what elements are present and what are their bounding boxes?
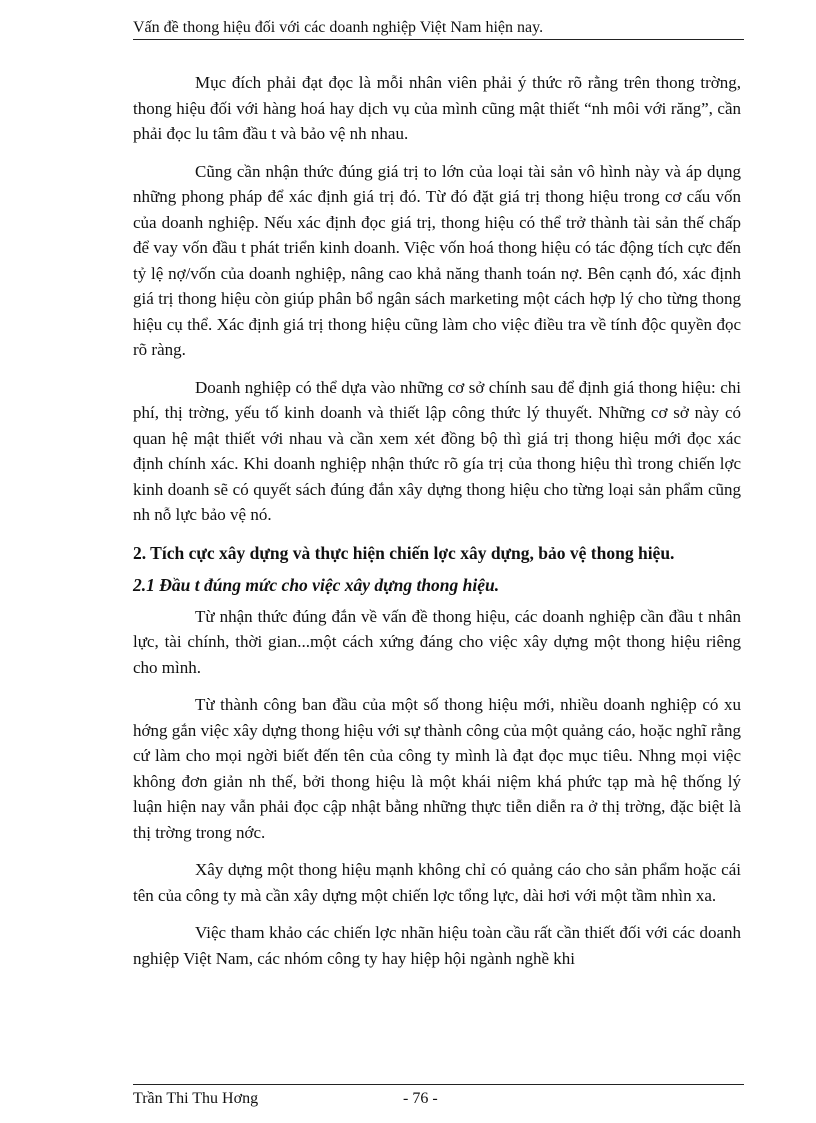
page-footer [133,1084,744,1107]
paragraph: Từ thành công ban đầu của một số thong hiệu mới, nhiều doanh nghiệp có xu hớng gắn việc xây dựng thong hiệu với sự thành công của một quảng cáo, hoặc nghĩ rằng cứ làm cho mọi ngời biết đến tên của công ty mình là đạt đọc mục tiêu. Nhng mọi việc không đơn giản nh thế, bởi thong hiệu là một khái niệm khá phức tạp mà hệ thống lý luận hiện nay vẫn phải đọc cập nhật bằng những thực tiễn diễn ra ở thị trờng, đặc biệt là thị trờng trong nớc. [133,695,741,842]
paragraph: Mục đích phải đạt đọc là mỗi nhân viên phải ý thức rõ rằng trên thong trờng, thong hiệu đối với hàng hoá hay dịch vụ của mình cũng mật thiết “nh môi với răng”, cần phải đọc lu tâm đầu t và bảo vệ nh nhau. [133,73,741,143]
paragraph: Từ nhận thức đúng đắn về vấn đề thong hiệu, các doanh nghiệp cần đầu t nhân lực, tài chính, thời gian...một cách xứng đáng cho việc xây dựng một thong hiệu riêng cho mình. [133,606,741,677]
page-body [133,70,741,983]
paragraph: Xây dựng một thong hiệu mạnh không chỉ có quảng cáo cho sản phẩm hoặc cái tên của công ty mà cần xây dựng một chiến lợc tổng lực, dài hơi với một tầm nhìn xa. [133,860,741,905]
paragraph: Cũng cần nhận thức đúng giá trị to lớn của loại tài sản vô hình này và áp dụng những phong pháp để xác định giá trị đó. Từ đó đặt giá trị thong hiệu trong cơ cấu vốn của doanh nghiệp. Nếu xác định đọc giá trị, thong hiệu có thể trở thành tài sản thế chấp để vay vốn đầu t phát triển kinh doanh. Việc vốn hoá thong hiệu có tác động tích cực đến tỷ lệ nợ/vốn của doanh nghiệp, nâng cao khả năng thanh toán nợ. Bên cạnh đó, xác định giá trị thong hiệu còn giúp phân bổ ngân sách marketing một cách hợp lý cho từng thong hiệu cụ thể. Xác định giá trị thong hiệu cũng làm cho việc điều tra về tính độc quyền đọc rõ ràng. [133,161,741,359]
paragraph: Doanh nghiệp có thể dựa vào những cơ sở chính sau để định giá thong hiệu: chi phí, thị trờng, yếu tố kinh doanh và thiết lập công thức lý thuyết. Những cơ sở này có quan hệ mật thiết với nhau và cần xem xét đồng bộ thì giá trị thong hiệu mới đọc xác định chính xác. Khi doanh nghiệp nhận thức rõ gía trị của thong hiệu thì trong chiến lợc kinh doanh sẽ có quyết sách đúng đắn xây dựng thong hiệu cho từng loại sản phẩm cũng nh nỗ lực bảo vệ nó. [133,377,741,524]
footer-author: Trần Thi Thu Hơng [133,1090,259,1107]
paragraph: Việc tham khảo các chiến lợc nhãn hiệu toàn cầu rất cần thiết đối với các doanh nghiệp Việt Nam, các nhóm công ty hay hiệp hội ngành nghề khi [133,923,741,968]
page-number: - 76 - [403,1090,438,1107]
running-header: Vấn đề thong hiệu đối với các doanh nghiệp Việt Nam hiện nay. [133,18,744,40]
section-heading: 2. Tích cực xây dựng và thực hiện chiến lợc xây dựng, bảo vệ thong hiệu. [133,542,675,563]
subsection-heading: 2.1 Đầu t đúng mức cho việc xây dựng thong hiệu. [133,574,500,595]
